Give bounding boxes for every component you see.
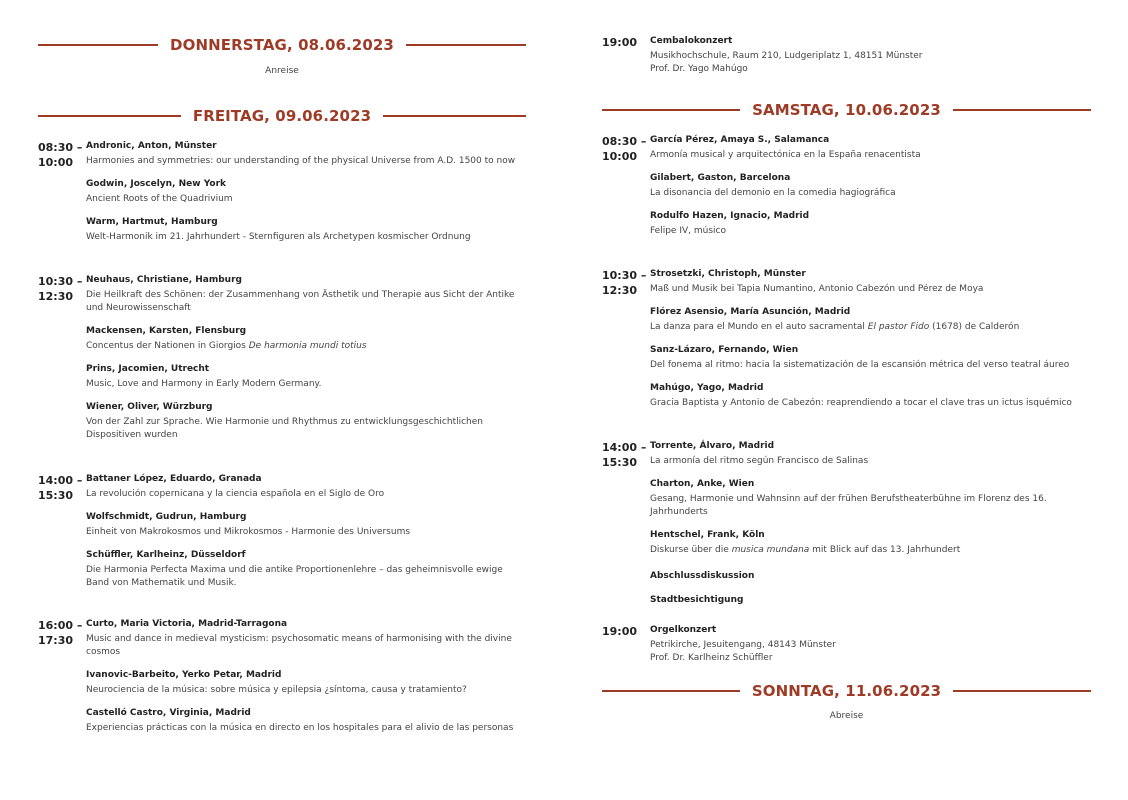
tour-label: Stadtbesichtigung (650, 595, 744, 605)
talk-title: Welt-Harmonik im 21. Jahrhundert - Sternfiguren als Archetypen kosmischer Ordnung (86, 232, 471, 242)
talk-title (650, 321, 1091, 334)
talk-title: Gracia Baptista y Antonio de Cabezón: reaprendiendo a tocar el clave tras un ictus isquémico (650, 398, 1072, 408)
talk-title-text: Diskurse über die (650, 545, 732, 555)
event-location: Musikhochschule, Raum 210, Ludgeriplatz 1, 48151 Münster (650, 51, 923, 61)
session-time (38, 274, 86, 304)
speaker-name: Ivanovic-Barbeito, Yerko Petar, Madrid (86, 670, 282, 680)
evening-event (602, 35, 1091, 76)
speaker-name: Flórez Asensio, María Asunción, Madrid (650, 307, 851, 317)
talk-title: Die Harmonia Perfecta Maxima und die antike Proportionenlehre – das geheimnisvolle ewige Band von Mathematik und Musik. (86, 565, 503, 588)
session-block (38, 473, 526, 590)
speaker-name: Strosetzki, Christoph, Münster (650, 269, 806, 279)
divider (406, 44, 526, 46)
evening-event (602, 624, 1091, 665)
divider (602, 109, 740, 111)
speaker-name: Torrente, Álvaro, Madrid (650, 441, 775, 451)
event-title: Cembalokonzert (650, 36, 733, 46)
time-start: 10:30 – (602, 269, 647, 282)
talk-entry (86, 669, 526, 697)
speaker-name: Warm, Hartmut, Hamburg (86, 217, 218, 227)
speaker-name: Gilabert, Gaston, Barcelona (650, 173, 791, 183)
session-time (38, 140, 86, 170)
talk-title: Harmonies and symmetries: our understanding of the physical Universe from A.D. 1500 to now (86, 156, 516, 166)
talk-title: Armonía musical y arquitectónica en la España renacentista (650, 150, 921, 160)
talk-title: Music, Love and Harmony in Early Modern Germany. (86, 379, 322, 389)
talk-title: Neurociencia de la música: sobre música y epilepsia ¿síntoma, causa y tratamiento? (86, 685, 467, 695)
talk-title: Experiencias prácticas con la música en directo en los hospitales para el alivio de las personas (86, 723, 514, 733)
speaker-name: Curto, Maria Victoria, Madrid-Tarragona (86, 619, 288, 629)
speaker-name: Mahúgo, Yago, Madrid (650, 383, 764, 393)
session-time (602, 268, 650, 298)
talk-entry (650, 440, 1091, 468)
day-header-saturday (602, 98, 1091, 122)
talk-entry (86, 511, 526, 539)
divider (953, 109, 1091, 111)
time-end: 17:30 (38, 634, 74, 647)
session-block (602, 268, 1091, 410)
talk-entry (650, 478, 1091, 519)
divider (602, 690, 740, 692)
session-time (38, 473, 86, 503)
closing-discussion (602, 570, 1091, 582)
talk-entry (650, 268, 1091, 296)
talk-title: Ancient Roots of the Quadrivium (86, 194, 233, 204)
time-end: 12:30 (602, 284, 638, 297)
speaker-name: Neuhaus, Christiane, Hamburg (86, 275, 242, 285)
time-end: 15:30 (38, 489, 74, 502)
time-end: 10:00 (38, 156, 74, 169)
speaker-name: García Pérez, Amaya S., Salamanca (650, 135, 830, 145)
speaker-name: Rodulfo Hazen, Ignacio, Madrid (650, 211, 810, 221)
talk-title: La armonía del ritmo según Francisco de Salinas (650, 456, 869, 466)
day-title: DONNERSTAG, 08.06.2023 (170, 36, 394, 54)
day-note: Anreise (265, 66, 299, 76)
talk-title: Von der Zahl zur Sprache. Wie Harmonie und Rhythmus zu entwicklungsgeschichtlichen Dispositiven wurden (86, 417, 484, 440)
speaker-name: Battaner López, Eduardo, Granada (86, 474, 262, 484)
talk-title-italic: musica mundana (731, 545, 810, 555)
talk-title-text: Concentus der Nationen in Giorgios (86, 341, 249, 351)
talk-entry (86, 140, 526, 168)
speaker-name: Castelló Castro, Virginia, Madrid (86, 708, 251, 718)
talk-entry (650, 344, 1091, 372)
event-location: Petrikirche, Jesuitengang, 48143 Münster (650, 640, 836, 650)
talk-title: Einheit von Makrokosmos und Mikrokosmos - Harmonie des Universums (86, 527, 411, 537)
talk-title: Del fonema al ritmo: hacia la sistematización de la escansión métrica del verso teatral áureo (650, 360, 1070, 370)
talk-title-text-after: mit Blick auf das 13. Jahrhundert (809, 545, 961, 555)
time-start: 16:00 – (38, 619, 83, 632)
city-tour (602, 594, 1091, 606)
speaker-name: Mackensen, Karsten, Flensburg (86, 326, 247, 336)
talk-entry (86, 363, 526, 391)
time-start: 10:30 – (38, 275, 83, 288)
speaker-name: Godwin, Joscelyn, New York (86, 179, 226, 189)
time-start: 08:30 – (602, 135, 647, 148)
divider (38, 44, 158, 46)
speaker-name: Sanz-Lázaro, Fernando, Wien (650, 345, 799, 355)
session-time (38, 618, 86, 648)
session-time (602, 440, 650, 470)
session-block (38, 618, 526, 735)
discussion-label: Abschlussdiskussion (650, 571, 755, 581)
time-end: 15:30 (602, 456, 638, 469)
talk-entry (650, 134, 1091, 162)
speaker-name: Charton, Anke, Wien (650, 479, 755, 489)
divider (383, 115, 526, 117)
talk-title-text-after: (1678) de Calderón (929, 322, 1020, 332)
talk-entry (86, 618, 526, 659)
talk-title-text: La danza para el Mundo en el auto sacramental (650, 322, 868, 332)
talk-title: La disonancia del demonio en la comedia hagiográfica (650, 188, 896, 198)
day-title: SONNTAG, 11.06.2023 (751, 682, 942, 700)
speaker-name: Hentschel, Frank, Köln (650, 530, 765, 540)
talk-title (650, 544, 1091, 557)
day-header-sunday (602, 679, 1091, 703)
speaker-name: Wolfschmidt, Gudrun, Hamburg (86, 512, 247, 522)
talk-entry (650, 306, 1091, 334)
talk-entry (650, 210, 1091, 238)
session-block (38, 274, 526, 442)
time-end: 10:00 (602, 150, 638, 163)
day-title: FREITAG, 09.06.2023 (192, 107, 372, 125)
talk-title (86, 340, 526, 353)
talk-entry (86, 473, 526, 501)
event-title: Orgelkonzert (650, 625, 717, 635)
talk-entry (86, 707, 526, 735)
talk-title: Felipe IV, músico (650, 226, 726, 236)
talk-title-italic: El pastor Fido (867, 322, 930, 332)
time-start: 08:30 – (38, 141, 83, 154)
session-time (602, 134, 650, 164)
talk-entry (86, 178, 526, 206)
speaker-name: Prins, Jacomien, Utrecht (86, 364, 210, 374)
talk-title: Maß und Musik bei Tapia Numantino, Antonio Cabezón und Pérez de Moya (650, 284, 984, 294)
day-title: SAMSTAG, 10.06.2023 (752, 101, 941, 119)
day-header-friday (38, 104, 526, 128)
talk-title: Music and dance in medieval mysticism: psychosomatic means of harmonising with the divine cosmos (86, 634, 512, 657)
session-block (602, 440, 1091, 557)
event-time: 19:00 (602, 625, 638, 638)
session-block (38, 140, 526, 244)
event-performer: Prof. Dr. Karlheinz Schüffler (650, 653, 773, 663)
time-start: 14:00 – (602, 441, 647, 454)
time-start: 14:00 – (38, 474, 83, 487)
day-note: Abreise (829, 711, 864, 721)
talk-title: Die Heilkraft des Schönen: der Zusammenhang von Ästhetik und Therapie aus Sicht der Antike und Neurowissenschaft (86, 290, 515, 313)
time-end: 12:30 (38, 290, 74, 303)
speaker-name: Wiener, Oliver, Würzburg (86, 402, 213, 412)
talk-title: La revolución copernicana y la ciencia española en el Siglo de Oro (86, 489, 385, 499)
session-block (602, 134, 1091, 238)
talk-title-italic: De harmonia mundi totius (248, 341, 367, 351)
divider (953, 690, 1091, 692)
speaker-name: Schüffler, Karlheinz, Düsseldorf (86, 550, 246, 560)
event-time: 19:00 (602, 36, 638, 49)
talk-title: Gesang, Harmonie und Wahnsinn auf der frühen Berufstheaterbühne im Florenz des 16. Jahrhunderts (650, 494, 1047, 517)
talk-entry (86, 549, 526, 590)
talk-entry (86, 216, 526, 244)
talk-entry (650, 172, 1091, 200)
speaker-name: Andronic, Anton, Münster (86, 141, 217, 151)
day-header-thursday (38, 33, 526, 57)
talk-entry (650, 382, 1091, 410)
talk-entry (650, 529, 1091, 557)
talk-entry (86, 274, 526, 315)
event-performer: Prof. Dr. Yago Mahúgo (650, 64, 748, 74)
talk-entry (86, 401, 526, 442)
divider (38, 115, 181, 117)
talk-entry (86, 325, 526, 353)
